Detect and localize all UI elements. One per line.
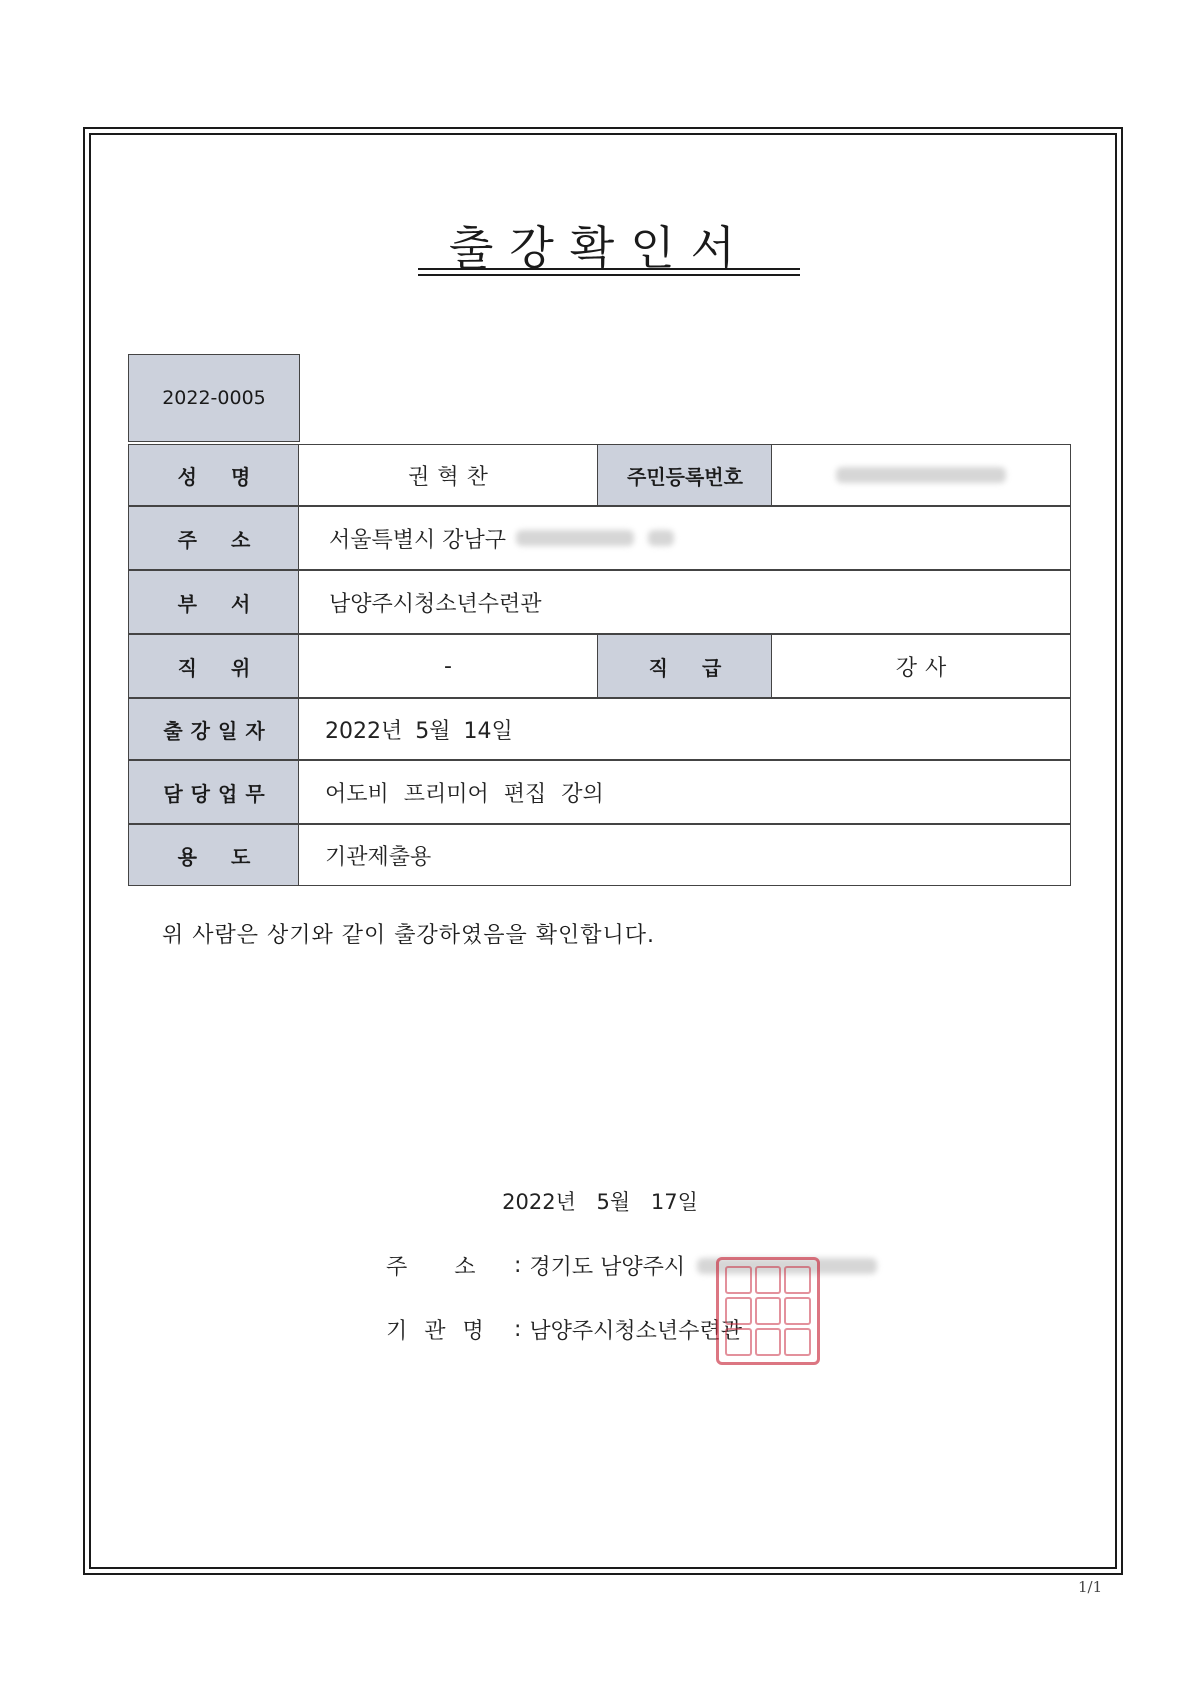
document-number: 2022-0005: [128, 354, 300, 442]
page-number: 1/1: [1078, 1578, 1103, 1596]
title-underline-second: [418, 274, 800, 276]
rank-label: 직급: [648, 655, 756, 680]
name-label: 성명: [177, 464, 285, 489]
duty-value-cell: [298, 760, 1071, 824]
rrn-redacted: [836, 467, 1006, 483]
date-value-cell: [298, 698, 1071, 760]
document-title: 출강확인서: [448, 221, 752, 275]
rrn-label: 주민등록번호: [627, 464, 743, 489]
issuer-org-value: 남양주시청소년수련관: [529, 1319, 742, 1344]
official-seal-stamp: [716, 1257, 820, 1365]
address-redacted-2: [648, 530, 674, 546]
position-label-cell: [128, 634, 300, 698]
duty-value: 어도비 프리미어 편집 강의: [325, 781, 604, 807]
rank-value: 강사: [895, 655, 955, 681]
issuer-org-label: 기 관 명: [386, 1319, 484, 1344]
title-underline: [418, 268, 800, 270]
date-label: 출강일자: [163, 718, 273, 743]
address-value-cell: [298, 506, 1071, 570]
address-value: 서울특별시 강남구: [329, 527, 507, 553]
address-label: 주소: [177, 527, 285, 552]
date-label-cell: [128, 698, 300, 760]
duty-label-cell: [128, 760, 300, 824]
dept-label: 부서: [177, 591, 285, 616]
seal-pattern: [725, 1266, 811, 1356]
purpose-value: 기관제출용: [325, 844, 432, 870]
date-value: 2022년 5월 14일: [325, 718, 513, 744]
colon: :: [514, 1317, 522, 1342]
rank-value-cell: [771, 634, 1071, 698]
purpose-value-cell: [298, 824, 1071, 886]
name-label-cell: [128, 444, 300, 506]
position-value: -: [444, 653, 452, 679]
purpose-label-cell: [128, 824, 300, 886]
issuer-address-label: 주 소: [386, 1255, 476, 1280]
dept-value: 남양주시청소년수련관: [329, 591, 542, 617]
confirmation-statement: 위 사람은 상기와 같이 출강하였음을 확인합니다.: [162, 923, 656, 948]
address-redacted: [516, 530, 634, 546]
issuer-org-row: [386, 1314, 742, 1345]
duty-label: 담당업무: [163, 781, 273, 806]
purpose-label: 용도: [177, 844, 285, 869]
colon: :: [514, 1253, 522, 1278]
dept-value-cell: [298, 570, 1071, 634]
issuer-address-value: 경기도 남양주시: [529, 1255, 686, 1280]
address-label-cell: [128, 506, 300, 570]
issue-date: 2022년 5월 17일: [502, 1190, 698, 1214]
name-value-cell: [298, 444, 598, 506]
rrn-value-cell: [771, 444, 1071, 506]
position-value-cell: [298, 634, 598, 698]
rank-label-cell: [597, 634, 773, 698]
dept-label-cell: [128, 570, 300, 634]
name-value: 권혁찬: [408, 464, 496, 490]
position-label: 직위: [177, 655, 285, 680]
rrn-label-cell: [597, 444, 773, 506]
